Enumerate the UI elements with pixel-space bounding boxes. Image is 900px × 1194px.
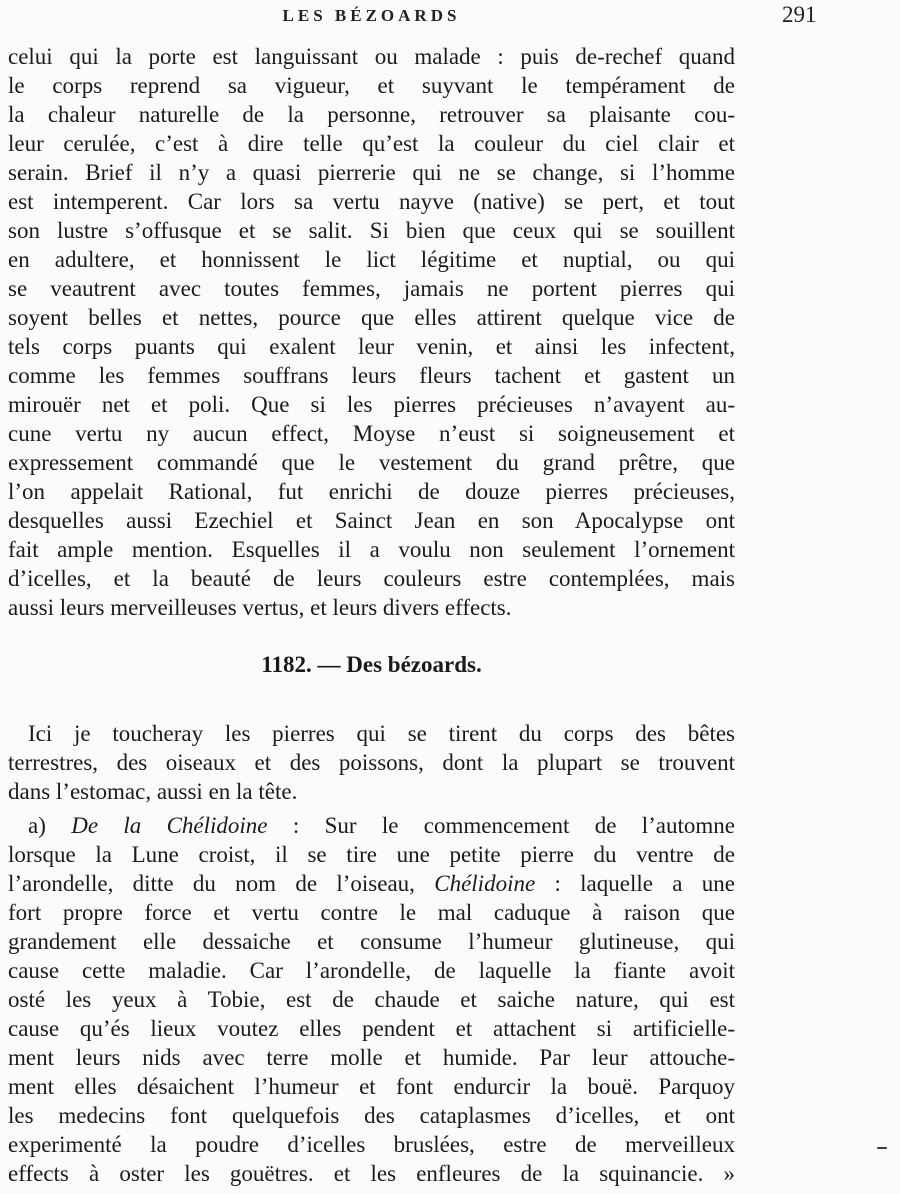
text-line: [8, 535, 735, 564]
text-segment: en adultere, et honnissent le lict légitime et nuptial, ou qui: [8, 247, 735, 272]
text-line: [8, 1043, 735, 1072]
text-line: [8, 593, 735, 622]
text-segment: ment leurs nids avec terre molle et humide. Par leur attouche-: [8, 1045, 735, 1070]
text-line: [8, 1014, 735, 1043]
text-segment: grandement elle dessaiche et consume l’humeur glutineuse, qui: [8, 929, 735, 954]
italic-term: De la Chélidoine: [71, 813, 268, 838]
text-line: [8, 390, 735, 419]
text-line: [8, 419, 735, 448]
text-line: [8, 187, 735, 216]
text-line: [8, 1130, 735, 1159]
paragraph: [8, 42, 735, 622]
text-line: [8, 448, 735, 477]
text-line: [8, 956, 735, 985]
paragraph: [8, 719, 735, 806]
page-number: 291: [782, 2, 817, 27]
text-line: [8, 42, 735, 71]
text-line: [8, 564, 735, 593]
text-segment: experimenté la poudre d’icelles bruslées, estre de merveilleux: [8, 1132, 735, 1157]
text-line: [8, 777, 735, 806]
text-segment: son lustre s’offusque et se salit. Si bien que ceux qui se souillent: [8, 218, 735, 243]
text-segment: les medecins font quelquefois des cataplasmes d’icelles, et ont: [8, 1103, 735, 1128]
text-line: [8, 927, 735, 956]
text-segment: cune vertu ny aucun effect, Moyse n’eust si soigneusement et: [8, 421, 735, 446]
text-line: [8, 216, 735, 245]
text-segment: soyent belles et nettes, pource que elles attirent quelque vice de: [8, 305, 735, 330]
text-segment: serain. Brief il n’y a quasi pierrerie qui ne se change, si l’homme: [8, 160, 735, 185]
text-segment: tels corps puants qui exalent leur venin, et ainsi les infectent,: [8, 334, 735, 359]
text-segment: fort propre force et vertu contre le mal caduque à raison que: [8, 900, 735, 925]
text-segment: Ici je toucheray les pierres qui se tirent du corps des bêtes: [28, 721, 735, 746]
text-segment: la chaleur naturelle de la personne, retrouver sa plaisante cou-: [8, 102, 735, 127]
text-line: [8, 1101, 735, 1130]
text-segment: l’arondelle, ditte du nom de l’oiseau,: [8, 871, 435, 896]
text-line: [8, 71, 735, 100]
text-line: [8, 898, 735, 927]
text-segment: effects à oster les gouëtres. et les enfleures de la squinancie. »: [8, 1161, 735, 1186]
text-segment: d’icelles, et la beauté de leurs couleurs estre contemplées, mais: [8, 566, 735, 591]
text-line: [8, 811, 735, 840]
text-line: [8, 477, 735, 506]
margin-stray-mark: [877, 1147, 887, 1149]
text-line: [8, 719, 735, 748]
paragraph: [8, 811, 735, 1188]
text-segment: celui qui la porte est languissant ou malade : puis de-rechef quand: [8, 44, 735, 69]
text-segment: aussi leurs merveilleuses vertus, et leurs divers effects.: [8, 595, 512, 620]
text-segment: est intemperent. Car lors sa vertu nayve (native) se pert, et tout: [8, 189, 735, 214]
text-line: [8, 129, 735, 158]
text-segment: fait ample mention. Esquelles il a voulu non seulement l’ornement: [8, 537, 735, 562]
text-segment: cause cette maladie. Car l’arondelle, de laquelle la fiante avoit: [8, 958, 735, 983]
text-segment: cause qu’és lieux voutez elles pendent et attachent si artificielle-: [8, 1016, 735, 1041]
text-segment: : Sur le commencement de l’automne: [267, 813, 736, 838]
text-line: [8, 245, 735, 274]
text-segment: terrestres, des oiseaux et des poissons, dont la plupart se trouvent: [8, 750, 735, 775]
text-segment: dans l’estomac, aussi en la tête.: [8, 779, 298, 804]
text-line: [8, 1159, 735, 1188]
text-segment: le corps reprend sa vigueur, et suyvant le tempérament de: [8, 73, 735, 98]
text-line: [8, 748, 735, 777]
italic-term: Chélidoine: [434, 871, 536, 896]
text-segment: desquelles aussi Ezechiel et Sainct Jean en son Apocalypse ont: [8, 508, 735, 533]
text-line: [8, 869, 735, 898]
text-line: [8, 1072, 735, 1101]
text-segment: ment elles désaichent l’humeur et font endurcir la bouë. Parquoy: [8, 1074, 735, 1099]
text-line: [8, 100, 735, 129]
text-segment: comme les femmes souffrans leurs fleurs tachent et gastent un: [8, 363, 735, 388]
text-line: [8, 303, 735, 332]
section-heading: 1182. — Des bézoards.: [261, 652, 482, 677]
text-segment: l’on appelait Rational, fut enrichi de douze pierres précieuses,: [8, 479, 735, 504]
text-line: [8, 985, 735, 1014]
text-segment: expressement commandé que le vestement du grand prêtre, que: [8, 450, 735, 475]
text-line: [8, 506, 735, 535]
page-body: [8, 42, 735, 1188]
text-segment: a): [28, 813, 72, 838]
text-line: [8, 361, 735, 390]
text-segment: : laquelle a une: [535, 871, 735, 896]
running-head-title: LES BÉZOARDS: [282, 6, 461, 25]
text-segment: mirouër net et poli. Que si les pierres précieuses n’avayent au-: [8, 392, 735, 417]
text-segment: se veautrent avec toutes femmes, jamais ne portent pierres qui: [8, 276, 735, 301]
text-segment: leur cerulée, c’est à dire telle qu’est la couleur du ciel clair et: [8, 131, 735, 156]
text-line: [8, 158, 735, 187]
text-segment: lorsque la Lune croist, il se tire une petite pierre du ventre de: [8, 842, 735, 867]
text-line: [8, 274, 735, 303]
text-line: [8, 840, 735, 869]
text-line: [8, 332, 735, 361]
text-segment: osté les yeux à Tobie, est de chaude et saiche nature, qui est: [8, 987, 735, 1012]
